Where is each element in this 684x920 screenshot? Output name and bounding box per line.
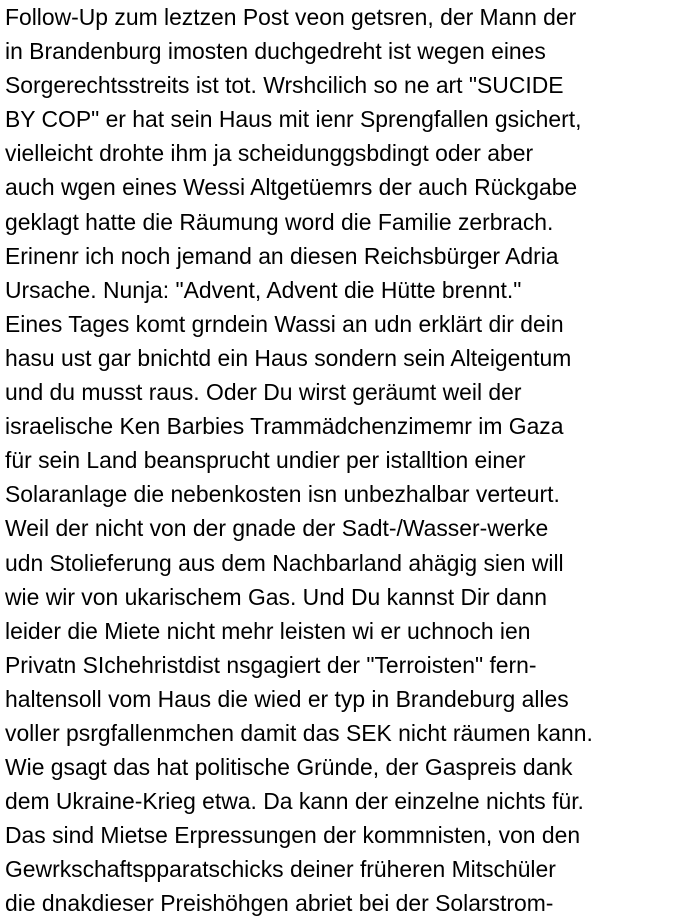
text-line: Das sind Mietse Erpressungen der kommnisten, von den: [5, 822, 581, 849]
text-line: Ursache. Nunja: "Advent, Advent die Hütte brennt.": [5, 276, 522, 303]
text-line: Sorgerechtsstreits ist tot. Wrshcilich so ne art "SUCIDE: [5, 72, 564, 99]
text-line: wie wir von ukarischem Gas. Und Du kannst Dir dann: [5, 583, 547, 610]
text-line: dem Ukraine-Krieg etwa. Da kann der einzelne nichts für.: [5, 788, 584, 815]
text-line: und du musst raus. Oder Du wirst geräumt weil der: [5, 379, 522, 406]
text-line: udn Stolieferung aus dem Nachbarland ahägig sien will: [5, 549, 564, 576]
body-text: [5, 0, 684, 920]
text-line: Follow-Up zum leztzen Post veon getsren, der Mann der: [5, 4, 577, 30]
text-line: voller psrgfallenmchen damit das SEK nicht räumen kann.: [5, 719, 593, 746]
text-line: Eines Tages komt grndein Wassi an udn erklärt dir dein: [5, 310, 564, 337]
text-line: die dnakdieser Preishöhgen abriet bei der Solarstrom-: [5, 890, 554, 917]
text-line: in Brandenburg imosten duchgedreht ist wegen eines: [5, 38, 546, 65]
text-line: hasu ust gar bnichtd ein Haus sondern sein Alteigentum: [5, 344, 572, 371]
text-line: Gewrkschaftspparatschicks deiner früheren Mitschüler: [5, 856, 556, 883]
text-line: BY COP" er hat sein Haus mit ienr Sprengfallen gsichert,: [5, 106, 582, 133]
text-line: leider die Miete nicht mehr leisten wi er uchnoch ien: [5, 617, 531, 644]
text-line: Erinenr ich noch jemand an diesen Reichsbürger Adria: [5, 242, 559, 269]
text-line: haltensoll vom Haus die wied er typ in Brandeburg alles: [5, 685, 569, 712]
text-line: israelische Ken Barbies Trammädchenzimemr im Gaza: [5, 413, 564, 440]
text-line: Solaranlage die nebenkosten isn unbezhalbar verteurt.: [5, 481, 560, 508]
text-line: Wie gsagt das hat politische Gründe, der Gaspreis dank: [5, 754, 573, 781]
text-line: für sein Land beansprucht undier per istalltion einer: [5, 447, 526, 474]
text-line: Weil der nicht von der gnade der Sadt-/Wasser-werke: [5, 515, 549, 542]
text-line: geklagt hatte die Räumung word die Familie zerbrach.: [5, 208, 554, 235]
text-line: auch wgen eines Wessi Altgetüemrs der auch Rückgabe: [5, 174, 578, 201]
text-line: vielleicht drohte ihm ja scheidunggsbdingt oder aber: [5, 140, 534, 167]
text-line: Privatn SIchehristdist nsgagiert der "Terroisten" fern-: [5, 651, 537, 678]
